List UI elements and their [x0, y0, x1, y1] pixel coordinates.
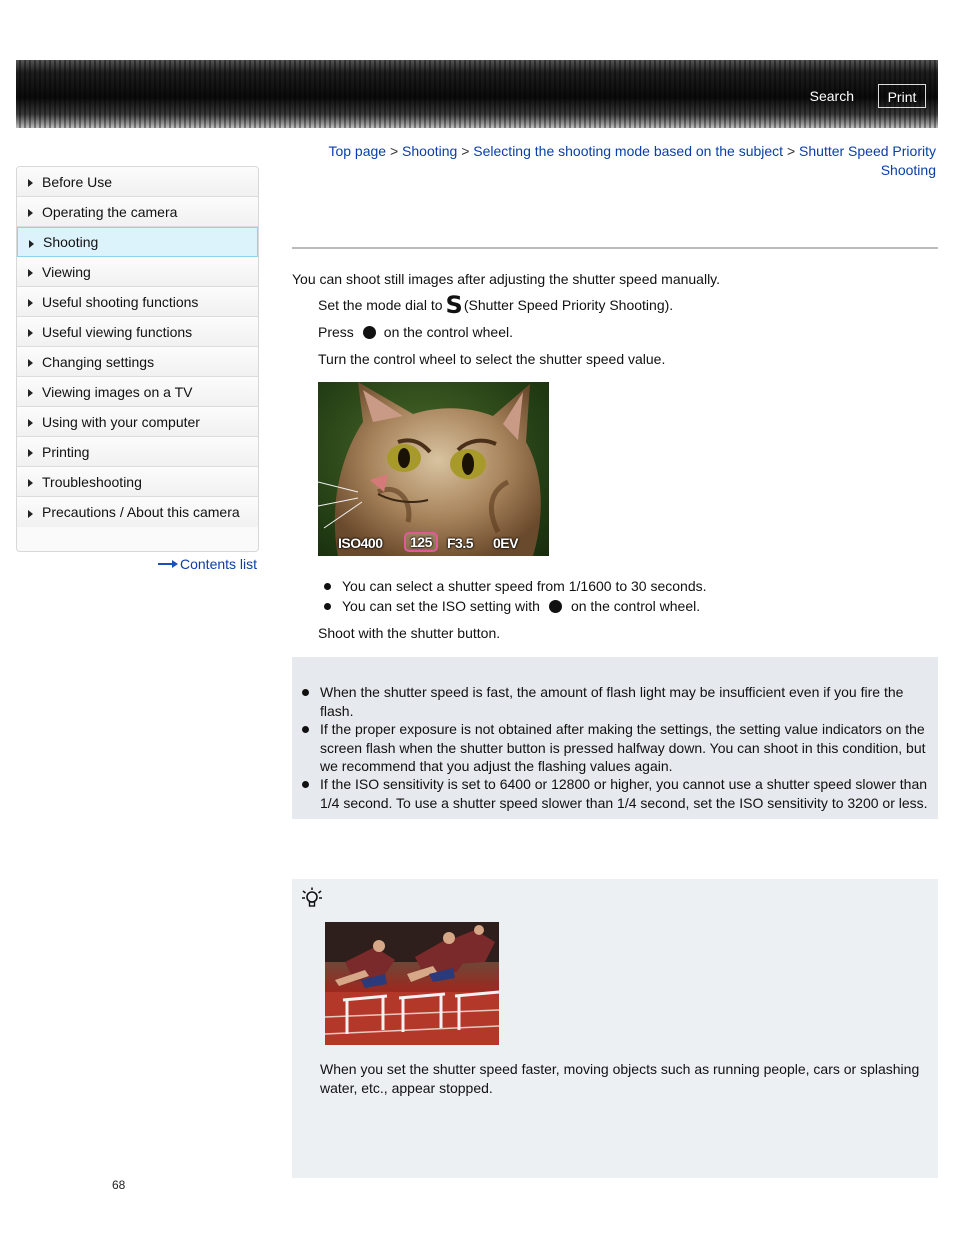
- sidebar-item-label: Useful shooting functions: [42, 293, 199, 310]
- hurdle-illustration: [325, 922, 499, 1045]
- sidebar-item-operating-camera[interactable]: [17, 197, 258, 227]
- sidebar-item-label: Using with your computer: [42, 413, 200, 430]
- bullet-dot-icon: [302, 726, 309, 733]
- sidebar-item-label: Shooting: [43, 234, 99, 250]
- step-2-suffix: on the control wheel.: [383, 324, 513, 340]
- sidebar-item-useful-viewing[interactable]: [17, 317, 258, 347]
- sidebar-item-label: Troubleshooting: [42, 473, 142, 490]
- search-link[interactable]: Search: [809, 88, 854, 104]
- note-item: [302, 775, 928, 812]
- step-1-suffix: (Shutter Speed Priority Shooting).: [463, 297, 674, 313]
- bullet-dot-icon: [324, 583, 331, 590]
- breadcrumb-separator: >: [389, 143, 403, 159]
- step-1-prefix: Set the mode dial to: [318, 297, 443, 313]
- bullet-dot-icon: [302, 781, 309, 788]
- sidebar-item-printing[interactable]: [17, 437, 258, 467]
- lightbulb-hint-icon: [302, 887, 322, 909]
- exposure-indicator: 0EV: [493, 535, 518, 551]
- sidebar-item-shooting[interactable]: [17, 227, 258, 257]
- triangle-right-icon: [28, 359, 33, 367]
- step-1: [318, 291, 674, 319]
- step-2: [318, 324, 513, 340]
- sidebar-item-viewing-tv[interactable]: [17, 377, 258, 407]
- triangle-right-icon: [28, 479, 33, 487]
- arrow-right-icon: [158, 559, 178, 569]
- triangle-right-icon: [28, 299, 33, 307]
- bullet-item: [324, 598, 700, 614]
- sidebar-item-useful-shooting[interactable]: [17, 287, 258, 317]
- sidebar-item-label: Changing settings: [42, 353, 155, 370]
- header-bar: [16, 60, 938, 128]
- aperture-indicator: F3.5: [447, 535, 474, 551]
- triangle-right-icon: [28, 419, 33, 427]
- breadcrumb-top-page[interactable]: Top page: [328, 143, 387, 159]
- bullet-text: You can select a shutter speed from 1/1600 to 30 seconds.: [342, 578, 707, 594]
- sidebar-item-label: Useful viewing functions: [42, 323, 193, 340]
- breadcrumb: [296, 142, 936, 180]
- sidebar-item-label: Operating the camera: [42, 203, 178, 220]
- triangle-right-icon: [28, 329, 33, 337]
- sidebar-item-viewing[interactable]: [17, 257, 258, 287]
- intro-text: You can shoot still images after adjusting the shutter speed manually.: [292, 271, 721, 287]
- control-wheel-center-icon: [549, 600, 562, 613]
- breadcrumb-shooting-mode[interactable]: Selecting the shooting mode based on the subject: [473, 143, 784, 159]
- sidebar-nav: [16, 166, 259, 552]
- triangle-right-icon: [28, 510, 33, 518]
- breadcrumb-shooting[interactable]: Shooting: [402, 143, 458, 159]
- sidebar-item-label: Viewing: [42, 263, 91, 280]
- hint-text: When you set the shutter speed faster, moving objects such as running people, cars or splashing water, etc., appear stopped.: [320, 1061, 920, 1096]
- sidebar-item-label: Before Use: [42, 173, 113, 190]
- triangle-right-icon: [28, 449, 33, 457]
- note-item: [302, 683, 928, 720]
- bullet-suffix: on the control wheel.: [570, 598, 701, 614]
- bullet-item: [324, 578, 707, 594]
- sidebar-item-label: Viewing images on a TV: [42, 383, 193, 400]
- sidebar-item-label: Printing: [42, 443, 90, 460]
- sidebar-item-label: Precautions / About this camera: [42, 504, 240, 520]
- breadcrumb-separator: >: [786, 143, 800, 159]
- contents-list-label: Contents list: [180, 556, 258, 572]
- sidebar-item-before-use[interactable]: [17, 167, 258, 197]
- shutter-priority-mode-icon: S: [445, 291, 463, 319]
- bullet-prefix: You can set the ISO setting with: [342, 598, 540, 614]
- hint-box: [292, 879, 938, 1178]
- bullet-dot-icon: [324, 603, 331, 610]
- contents-list-link[interactable]: [158, 556, 257, 572]
- sidebar-item-computer[interactable]: [17, 407, 258, 437]
- triangle-right-icon: [28, 389, 33, 397]
- control-wheel-center-icon: [363, 326, 376, 339]
- shutter-speed-indicator: 125: [404, 532, 438, 552]
- cat-photo: [318, 382, 549, 556]
- breadcrumb-separator: >: [461, 143, 474, 159]
- note-item: [302, 720, 928, 776]
- hurdle-race-photo: [325, 922, 499, 1045]
- camera-display-bar: [318, 530, 549, 556]
- triangle-right-icon: [29, 240, 34, 248]
- notes-box: [292, 657, 938, 819]
- triangle-right-icon: [28, 209, 33, 217]
- sidebar-item-changing-settings[interactable]: [17, 347, 258, 377]
- step-3: Turn the control wheel to select the shutter speed value.: [318, 351, 666, 367]
- triangle-right-icon: [28, 179, 33, 187]
- sidebar-item-troubleshooting[interactable]: [17, 467, 258, 497]
- triangle-right-icon: [28, 269, 33, 277]
- note-text: If the ISO sensitivity is set to 6400 or 12800 or higher, you cannot use a shutter speed slower than 1/4 second. To use a shutter speed slower than 1/4 second, set the ISO sensitivity to 3200 or less.: [320, 776, 928, 811]
- note-text: If the proper exposure is not obtained after making the settings, the setting value indicators on the screen flash when the shutter button is pressed halfway down. You can shoot in this condition, but we recommend that you adjust the flashing values again.: [320, 721, 926, 774]
- note-text: When the shutter speed is fast, the amount of flash light may be insufficient even if you fire the flash.: [320, 684, 904, 719]
- print-button[interactable]: Print: [878, 84, 926, 108]
- step-4: Shoot with the shutter button.: [318, 625, 501, 641]
- breadcrumb-current-page[interactable]: Shutter Speed Priority Shooting: [799, 143, 936, 178]
- iso-indicator: ISO400: [338, 535, 383, 551]
- bullet-dot-icon: [302, 689, 309, 696]
- page-number: 68: [112, 1178, 126, 1192]
- sidebar-item-precautions[interactable]: [17, 497, 258, 527]
- step-2-prefix: Press: [318, 324, 354, 340]
- title-divider: [292, 247, 938, 249]
